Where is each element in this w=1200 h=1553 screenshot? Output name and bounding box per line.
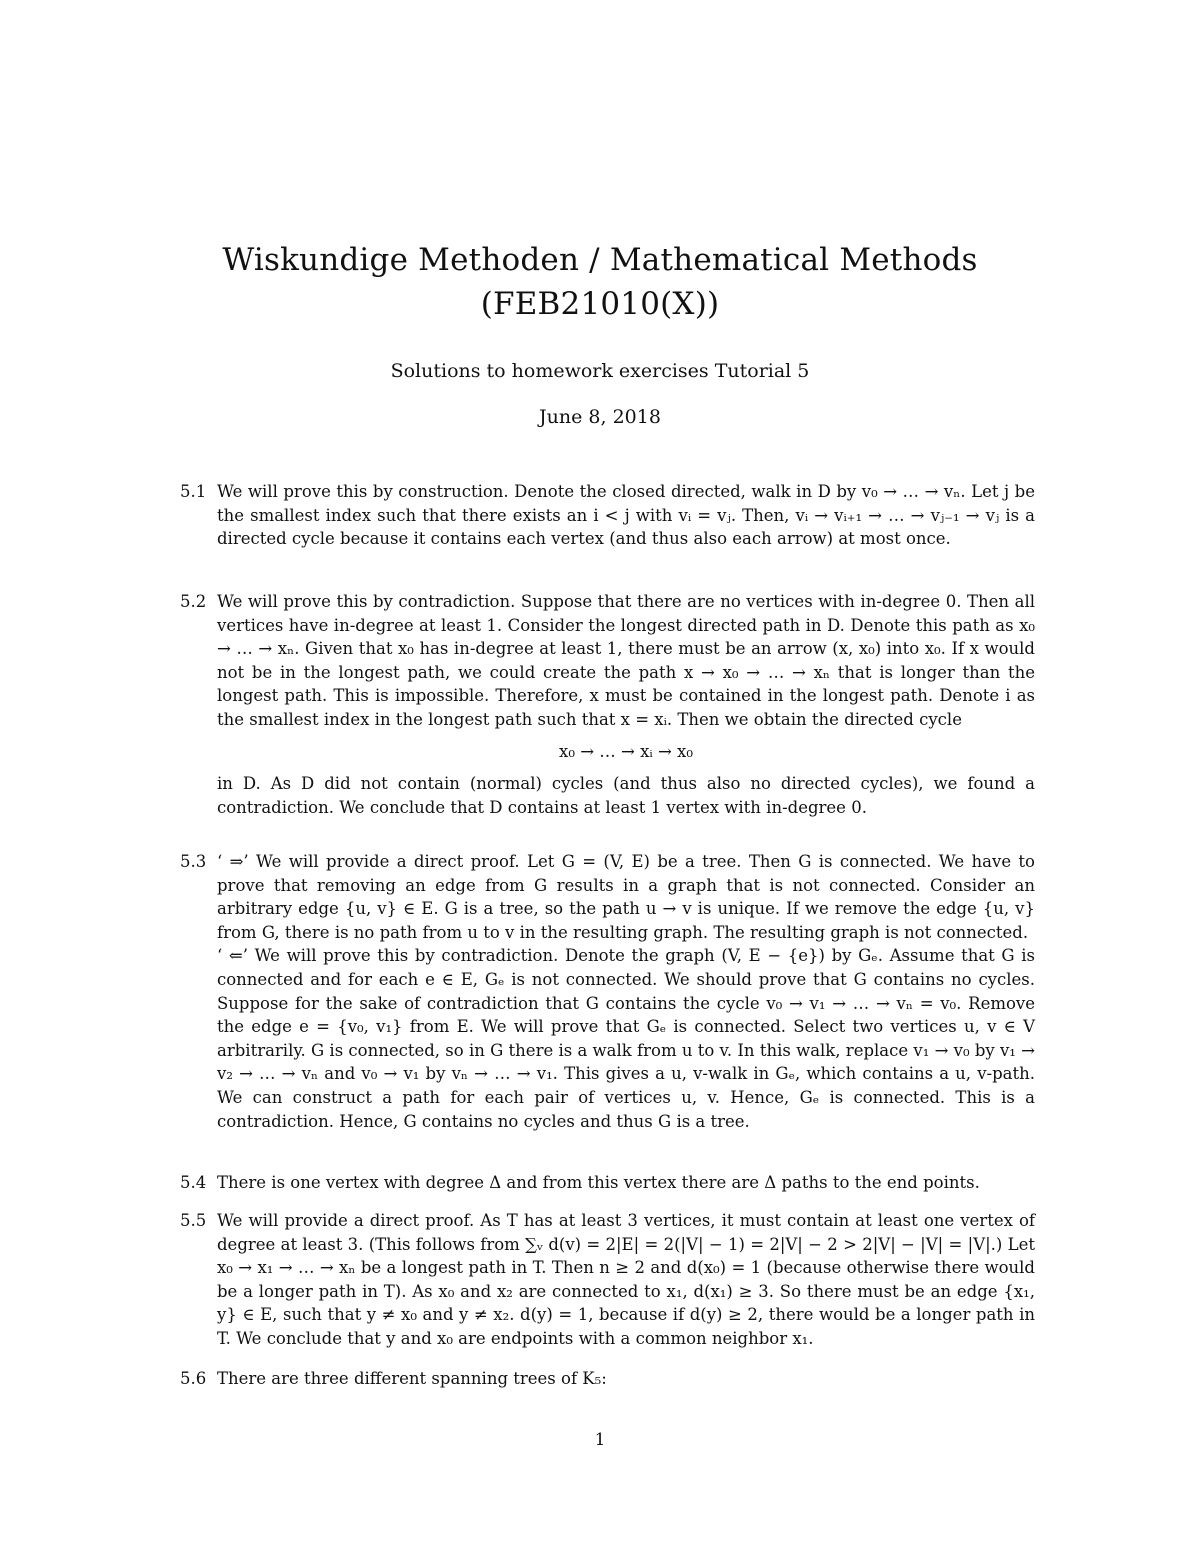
exercise-paragraph: ‘ ⇐’ We will prove this by contradiction. Denote the graph (V, E − {e}) by Gₑ. Assume that G is connected and for each e ∈ E, Gₑ is not connected. We should prove that G contains no cycles. Suppose for the sake of contradiction that G contains the cycle v₀ → v₁ → … → vₙ = v₀. Remove the edge e = {v₀, v₁} from E. We will prove that Gₑ is connected. Select two vertices u, v ∈ V arbitrarily. G is connected, so in G there is a walk from u to v. In this walk, replace v₁ → v₀ by v₁ → v₂ → … → vₙ and v₀ → v₁ by vₙ → … → v₁. This gives a u, v-walk in Gₑ, which contains a u, v-path. We can construct a path for each pair of vertices u, v. Hence, Gₑ is connected. This is a contradiction. Hence, G contains no cycles and thus G is a tree. [217, 946, 1035, 1131]
exercise-paragraph: We will provide a direct proof. As T has at least 3 vertices, it must contain at least one vertex of degree at least 3. (This follows from ∑ᵥ d(v) = 2|E| = 2(|V| − 1) = 2|V| − 2 > 2|V| − |V| = |V|.) Let x₀ → x₁ → … → xₙ be a longest path in T. Then n ≥ 2 and d(x₀) = 1 (because otherwise there would be a longer path in T). As x₀ and x₂ are connected to x₁, d(x₁) ≥ 3. So there must be an edge {x₁, y} ∈ E, such that y ≠ x₀ and y ≠ x₂. d(y) = 1, because if d(y) ≥ 2, there would be a longer path in T. We conclude that y and x₀ are endpoints with a common neighbor x₁. [217, 1211, 1035, 1348]
exercise-paragraph: We will prove this by construction. Denote the closed directed, walk in D by v₀ → … → vₙ. Let j be the smallest index such that there exists an i < j with vᵢ = vⱼ. Then, vᵢ → vᵢ₊₁ → … → vⱼ₋₁ → vⱼ is a directed cycle because it contains each vertex (and thus also each arrow) at most once. [217, 482, 1035, 549]
document-title [0, 238, 1200, 326]
exercise-paragraph: ‘ ⇒’ We will provide a direct proof. Let G = (V, E) be a tree. Then G is connected. We have to prove that removing an edge from G results in a graph that is not connected. Consider an arbitrary edge {u, v} ∈ E. G is a tree, so the path u → v is unique. If we remove the edge {u, v} from G, there is no path from u to v in the resulting graph. The resulting graph is not connected. [217, 852, 1035, 942]
exercise-number: 5.6 [180, 1369, 207, 1388]
document-date: June 8, 2018 [539, 406, 661, 428]
exercise-number: 5.1 [180, 482, 207, 501]
page-number: 1 [594, 1430, 606, 1450]
exercise-text [217, 590, 1035, 819]
exercise-text [217, 1209, 1035, 1351]
exercise-number: 5.5 [180, 1211, 207, 1230]
exercise-number: 5.2 [180, 592, 207, 611]
title-line-2: (FEB21010(X)) [480, 286, 720, 322]
exercise-number: 5.4 [180, 1173, 207, 1192]
exercise-text [217, 1171, 1035, 1195]
exercise-paragraph: in D. As D did not contain (normal) cycles (and thus also no directed cycles), we found a contradiction. We conclude that D contains at least 1 vertex with in-degree 0. [217, 774, 1035, 817]
exercise-text [217, 1367, 1035, 1391]
exercise-paragraph: There is one vertex with degree Δ and from this vertex there are Δ paths to the end points. [217, 1173, 980, 1192]
document-subtitle: Solutions to homework exercises Tutorial 5 [390, 360, 810, 382]
exercise-number: 5.3 [180, 852, 207, 871]
exercise-text [217, 850, 1035, 1133]
display-equation: x₀ → … → xᵢ → x₀ [559, 741, 693, 761]
exercise-paragraph: There are three different spanning trees of K₅: [217, 1369, 607, 1388]
title-line-1: Wiskundige Methoden / Mathematical Methods [222, 242, 978, 278]
exercise-paragraph: We will prove this by contradiction. Suppose that there are no vertices with in-degree 0. Then all vertices have in-degree at least 1. Consider the longest directed path in D. Denote this path as x₀ → … → xₙ. Given that x₀ has in-degree at least 1, there must be an arrow (x, x₀) into x₀. If x would not be in the longest path, we could create the path x → x₀ → … → xₙ that is longer than the longest path. This is impossible. Therefore, x must be contained in the longest path. Denote i as the smallest index in the longest path such that x = xᵢ. Then we obtain the directed cycle [217, 592, 1035, 729]
exercise-text [217, 480, 1035, 551]
